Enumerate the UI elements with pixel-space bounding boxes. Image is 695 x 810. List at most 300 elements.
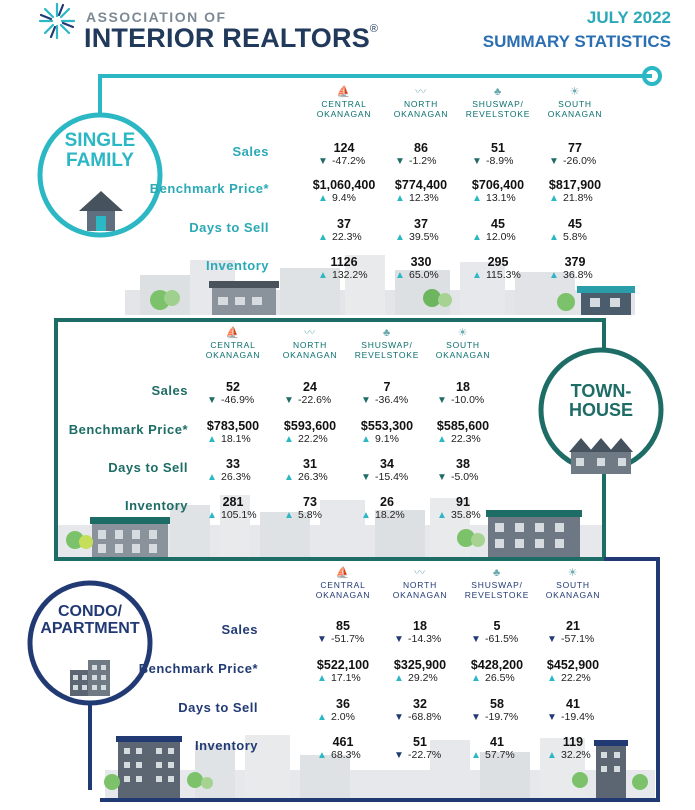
arrow-down-icon: ▼ [284,395,294,406]
single-family-stat-cell [456,178,540,205]
change-percent: -51.7% [331,633,365,645]
stat-value: 45 [491,217,505,231]
change-percent: 29.2% [408,672,438,684]
region-name: OKANAGAN [393,109,449,119]
condo-stat-cell [378,658,462,685]
arrow-up-icon: ▲ [471,750,481,761]
arrow-up-icon: ▲ [317,712,327,723]
change-percent: -47.2% [332,155,366,167]
stat-value: 58 [490,697,504,711]
arrow-up-icon: ▲ [317,750,327,761]
arrow-down-icon: ▼ [317,634,327,645]
change-percent: 9.4% [332,192,356,204]
stat-change [456,231,540,244]
stat-value: $325,900 [393,658,447,672]
stat-change [531,633,615,646]
region-name: CENTRAL [320,580,366,590]
townhouse-row-label: Benchmark Price* [68,422,188,437]
change-percent: 22.3% [332,231,362,243]
arrow-up-icon: ▲ [549,193,559,204]
region-name: SHUSWAP/ [361,340,413,350]
townhouse-region-header [421,327,505,360]
change-percent: -10.0% [451,394,485,406]
arrow-down-icon: ▼ [437,395,447,406]
stat-change [455,672,539,685]
stat-change [191,433,275,446]
region-name: OKANAGAN [435,350,491,360]
townhouse-stat-cell [421,380,505,407]
townhouse-stat-cell [191,419,275,446]
sailboat-icon: ⛵ [225,327,241,339]
stat-value: $1,060,400 [312,178,376,192]
arrow-down-icon: ▼ [361,395,371,406]
townhouse-stat-cell [345,419,429,446]
townhouse-region-header [345,327,429,360]
stat-change [302,231,386,244]
condo-row-label: Benchmark Price* [138,661,258,676]
single-family-stat-cell [302,141,386,168]
townhouse-stat-cell [421,419,505,446]
stat-value: 5 [493,619,501,633]
townhouse-region-header [191,327,275,360]
sun-icon: ☀ [569,86,581,98]
arrow-down-icon: ▼ [472,156,482,167]
stat-value: 295 [487,255,509,269]
change-percent: 12.0% [486,231,516,243]
stat-value: 85 [336,619,350,633]
arrow-down-icon: ▼ [471,712,481,723]
arrow-up-icon: ▲ [284,510,294,521]
townhouse-stat-cell [421,495,505,522]
arrow-up-icon: ▲ [284,434,294,445]
single-family-region-header [302,86,386,119]
region-name: OKANAGAN [545,590,601,600]
region-name: OKANAGAN [392,590,448,600]
logo-mark [40,4,74,38]
condo-region-header [301,567,385,600]
stat-value: $774,400 [394,178,448,192]
arrow-up-icon: ▲ [547,750,557,761]
arrow-down-icon: ▼ [547,712,557,723]
stat-value: 51 [413,735,427,749]
condo-region-header [378,567,462,600]
change-percent: 22.3% [451,433,481,445]
single-family-region-header [379,86,463,119]
stat-value: $783,500 [206,419,260,433]
stat-value: 86 [414,141,428,155]
arrow-up-icon: ▲ [361,434,371,445]
change-percent: -57.1% [561,633,595,645]
region-name: NORTH [403,99,439,109]
change-percent: 18.1% [221,433,251,445]
townhouse-stat-cell [345,380,429,407]
single-family-row-label: Days to Sell [189,220,269,235]
region-name: OKANAGAN [547,109,603,119]
region-name: NORTH [402,580,438,590]
townhouse-title: TOWN- HOUSE [568,381,633,420]
arrow-up-icon: ▲ [395,270,405,281]
stat-change [191,394,275,407]
townhouse-stat-cell [421,457,505,484]
condo-stat-cell [531,658,615,685]
condo-stat-cell [301,735,385,762]
townhouse-icon [569,438,633,474]
change-percent: -8.9% [486,155,514,167]
stat-value: 379 [564,255,586,269]
org-name [84,23,378,54]
stat-change [533,269,617,282]
arrow-up-icon: ▲ [472,270,482,281]
stat-change [455,711,539,724]
condo-region-header [531,567,615,600]
region-name: OKANAGAN [282,350,338,360]
townhouse-row-label: Inventory [124,498,188,513]
single-family-stat-cell [379,141,463,168]
townhouse-region-header [268,327,352,360]
stat-value: 91 [456,495,470,509]
arrow-up-icon: ▲ [395,232,405,243]
arrow-down-icon: ▼ [394,712,404,723]
stat-value: 21 [566,619,580,633]
condo-stat-cell [455,658,539,685]
arrow-up-icon: ▲ [472,232,482,243]
trees-icon: ♣ [493,86,503,98]
townhouse-row-label: Days to Sell [108,460,188,475]
arrow-down-icon: ▼ [549,156,559,167]
change-percent: 65.0% [409,269,439,281]
stat-change [268,509,352,522]
region-name: OKANAGAN [316,109,372,119]
region-name: OKANAGAN [205,350,261,360]
arrow-down-icon: ▼ [207,395,217,406]
stat-change [456,269,540,282]
arrow-down-icon: ▼ [318,156,328,167]
stat-change [531,749,615,762]
single-family-stat-cell [379,178,463,205]
stat-change [533,155,617,168]
condo-stat-cell [531,735,615,762]
stat-change [301,749,385,762]
stat-change [378,633,462,646]
stat-value: 41 [490,735,504,749]
arrow-up-icon: ▲ [207,472,217,483]
bird-icon: 〰 [415,86,427,98]
single-family-row-label: Sales [232,144,269,159]
region-name: CENTRAL [321,99,367,109]
change-percent: 32.2% [561,749,591,761]
stat-change [421,394,505,407]
stat-change [378,749,462,762]
stat-value: 32 [413,697,427,711]
stat-value: $553,300 [360,419,414,433]
single-family-region-header [533,86,617,119]
townhouse-row-label: Sales [151,383,188,398]
change-percent: -1.2% [409,155,437,167]
stat-change [379,192,463,205]
stat-value: 124 [333,141,355,155]
condo-row-label: Inventory [194,738,258,753]
region-name: SOUTH [556,580,590,590]
condo-stat-cell [378,619,462,646]
stat-value: 77 [568,141,582,155]
stat-change [379,231,463,244]
arrow-down-icon: ▼ [547,634,557,645]
condo-stat-cell [455,697,539,724]
stat-change [455,633,539,646]
condo-stat-cell [531,619,615,646]
trees-icon: ♣ [492,567,502,579]
stat-change [301,633,385,646]
report-month: JULY 2022 [586,8,671,27]
change-percent: -46.9% [221,394,255,406]
stat-value: 34 [380,457,394,471]
change-percent: -19.4% [561,711,595,723]
stat-change [268,433,352,446]
change-percent: 18.2% [375,509,405,521]
bird-icon: 〰 [304,327,316,339]
condo-stat-cell [531,697,615,724]
stat-value: 45 [568,217,582,231]
stat-change [302,269,386,282]
region-name: REVELSTOKE [465,109,531,119]
single-family-stat-cell [456,217,540,244]
arrow-up-icon: ▲ [207,510,217,521]
change-percent: 2.0% [331,711,355,723]
stat-value: $706,400 [471,178,525,192]
stat-value: $593,600 [283,419,337,433]
arrow-up-icon: ▲ [395,193,405,204]
change-percent: -61.5% [485,633,519,645]
arrow-up-icon: ▲ [394,673,404,684]
stat-value: 18 [413,619,427,633]
condo-stat-cell [455,619,539,646]
stat-change [421,471,505,484]
change-percent: 12.3% [409,192,439,204]
stat-change [345,433,429,446]
townhouse-stat-cell [191,495,275,522]
stat-value: 18 [456,380,470,394]
trees-icon: ♣ [382,327,392,339]
change-percent: 26.3% [221,471,251,483]
single-family-stat-cell [456,255,540,282]
change-percent: 21.8% [563,192,593,204]
change-percent: -68.8% [408,711,442,723]
stat-value: 36 [336,697,350,711]
region-name: SOUTH [558,99,592,109]
single-family-stat-cell [379,255,463,282]
arrow-up-icon: ▲ [472,193,482,204]
stat-value: $817,900 [548,178,602,192]
single-family-stat-cell [302,255,386,282]
stat-change [268,471,352,484]
change-percent: -14.3% [408,633,442,645]
single-family-stat-cell [533,141,617,168]
arrow-down-icon: ▼ [471,634,481,645]
townhouse-stat-cell [345,457,429,484]
arrow-up-icon: ▲ [437,434,447,445]
arrow-up-icon: ▲ [471,673,481,684]
stat-change [378,711,462,724]
stat-change [531,672,615,685]
stat-value: 281 [222,495,244,509]
change-percent: 36.8% [563,269,593,281]
condo-stat-cell [301,697,385,724]
region-name: NORTH [292,340,328,350]
sailboat-icon: ⛵ [336,86,352,98]
townhouse-stat-cell [268,457,352,484]
change-percent: -15.4% [375,471,409,483]
single-family-stat-cell [533,255,617,282]
condo-stat-cell [455,735,539,762]
change-percent: 5.8% [563,231,587,243]
stat-value: 52 [226,380,240,394]
change-percent: 22.2% [298,433,328,445]
arrow-down-icon: ▼ [437,472,447,483]
change-percent: 57.7% [485,749,515,761]
arrow-down-icon: ▼ [394,750,404,761]
change-percent: 105.1% [221,509,257,521]
region-name: REVELSTOKE [464,590,530,600]
stat-change [421,509,505,522]
region-name: SHUSWAP/ [472,99,524,109]
region-name: SHUSWAP/ [471,580,523,590]
change-percent: 35.8% [451,509,481,521]
stat-value: 330 [410,255,432,269]
townhouse-stat-cell [268,495,352,522]
stat-value: 461 [332,735,354,749]
change-percent: 115.3% [486,269,521,281]
stat-change [455,749,539,762]
change-percent: 13.1% [486,192,516,204]
arrow-up-icon: ▲ [318,232,328,243]
stat-change [533,231,617,244]
condo-stat-cell [301,619,385,646]
region-name: REVELSTOKE [354,350,420,360]
arrow-down-icon: ▼ [394,634,404,645]
stat-value: $452,900 [546,658,600,672]
arrow-up-icon: ▲ [549,270,559,281]
sun-icon: ☀ [567,567,579,579]
arrow-up-icon: ▲ [317,673,327,684]
arrow-down-icon: ▼ [361,472,371,483]
stat-change [379,155,463,168]
stat-change [301,672,385,685]
single-family-row-label: Inventory [205,258,269,273]
change-percent: 26.5% [485,672,515,684]
stat-change [345,509,429,522]
stat-value: 51 [491,141,505,155]
stat-value: 31 [303,457,317,471]
single-family-region-header [456,86,540,119]
change-percent: 132.2% [332,269,368,281]
change-percent: 22.2% [561,672,591,684]
single-family-stat-cell [533,217,617,244]
stat-value: 1126 [330,255,358,269]
stat-value: $522,100 [316,658,370,672]
townhouse-stat-cell [191,457,275,484]
single-family-stat-cell [456,141,540,168]
arrow-down-icon: ▼ [395,156,405,167]
region-name: OKANAGAN [315,590,371,600]
stat-change [421,433,505,446]
stat-value: 41 [566,697,580,711]
sailboat-icon: ⛵ [335,567,351,579]
stat-change [531,711,615,724]
townhouse-stat-cell [268,380,352,407]
change-percent: 39.5% [409,231,439,243]
townhouse-stat-cell [268,419,352,446]
condo-stat-cell [301,658,385,685]
stat-value: 33 [226,457,240,471]
change-percent: -22.6% [298,394,332,406]
stat-value: 24 [303,380,317,394]
townhouse-stat-cell [345,495,429,522]
condo-row-label: Sales [221,622,258,637]
arrow-up-icon: ▲ [547,673,557,684]
stat-value: 37 [337,217,351,231]
region-name: SOUTH [446,340,480,350]
single-family-stat-cell [302,217,386,244]
stat-value: 119 [562,735,584,749]
stat-change [268,394,352,407]
stat-value: 37 [414,217,428,231]
sun-icon: ☀ [457,327,469,339]
change-percent: 68.3% [331,749,361,761]
change-percent: -22.7% [408,749,442,761]
change-percent: -5.0% [451,471,479,483]
condo-title: CONDO/ APARTMENT [40,603,140,637]
stat-change [302,192,386,205]
change-percent: -19.7% [485,711,519,723]
change-percent: 5.8% [298,509,322,521]
arrow-up-icon: ▲ [437,510,447,521]
stat-change [302,155,386,168]
region-name: CENTRAL [210,340,256,350]
stat-value: $585,600 [436,419,490,433]
condo-region-header [455,567,539,600]
stat-change [378,672,462,685]
condo-stat-cell [378,697,462,724]
single-family-stat-cell [533,178,617,205]
stat-value: 7 [383,380,391,394]
stat-change [191,471,275,484]
arrow-up-icon: ▲ [284,472,294,483]
stat-change [456,155,540,168]
condo-stat-cell [378,735,462,762]
stat-change [191,509,275,522]
registered-mark: ® [369,23,379,35]
single-family-row-label: Benchmark Price* [149,181,269,196]
change-percent: -26.0% [563,155,597,167]
org-name-line1: ASSOCIATION OF [86,9,227,25]
change-percent: 17.1% [331,672,361,684]
condo-row-label: Days to Sell [178,700,258,715]
single-family-stat-cell [302,178,386,205]
stat-change [345,471,429,484]
arrow-up-icon: ▲ [549,232,559,243]
stat-change [379,269,463,282]
arrow-up-icon: ▲ [318,270,328,281]
report-title: SUMMARY STATISTICS [482,32,671,51]
stat-value: 38 [456,457,470,471]
single-family-title: SINGLE FAMILY [64,130,136,171]
change-percent: 26.3% [298,471,328,483]
arrow-up-icon: ▲ [361,510,371,521]
stat-change [345,394,429,407]
change-percent: -36.4% [375,394,409,406]
bird-icon: 〰 [414,567,426,579]
arrow-up-icon: ▲ [207,434,217,445]
